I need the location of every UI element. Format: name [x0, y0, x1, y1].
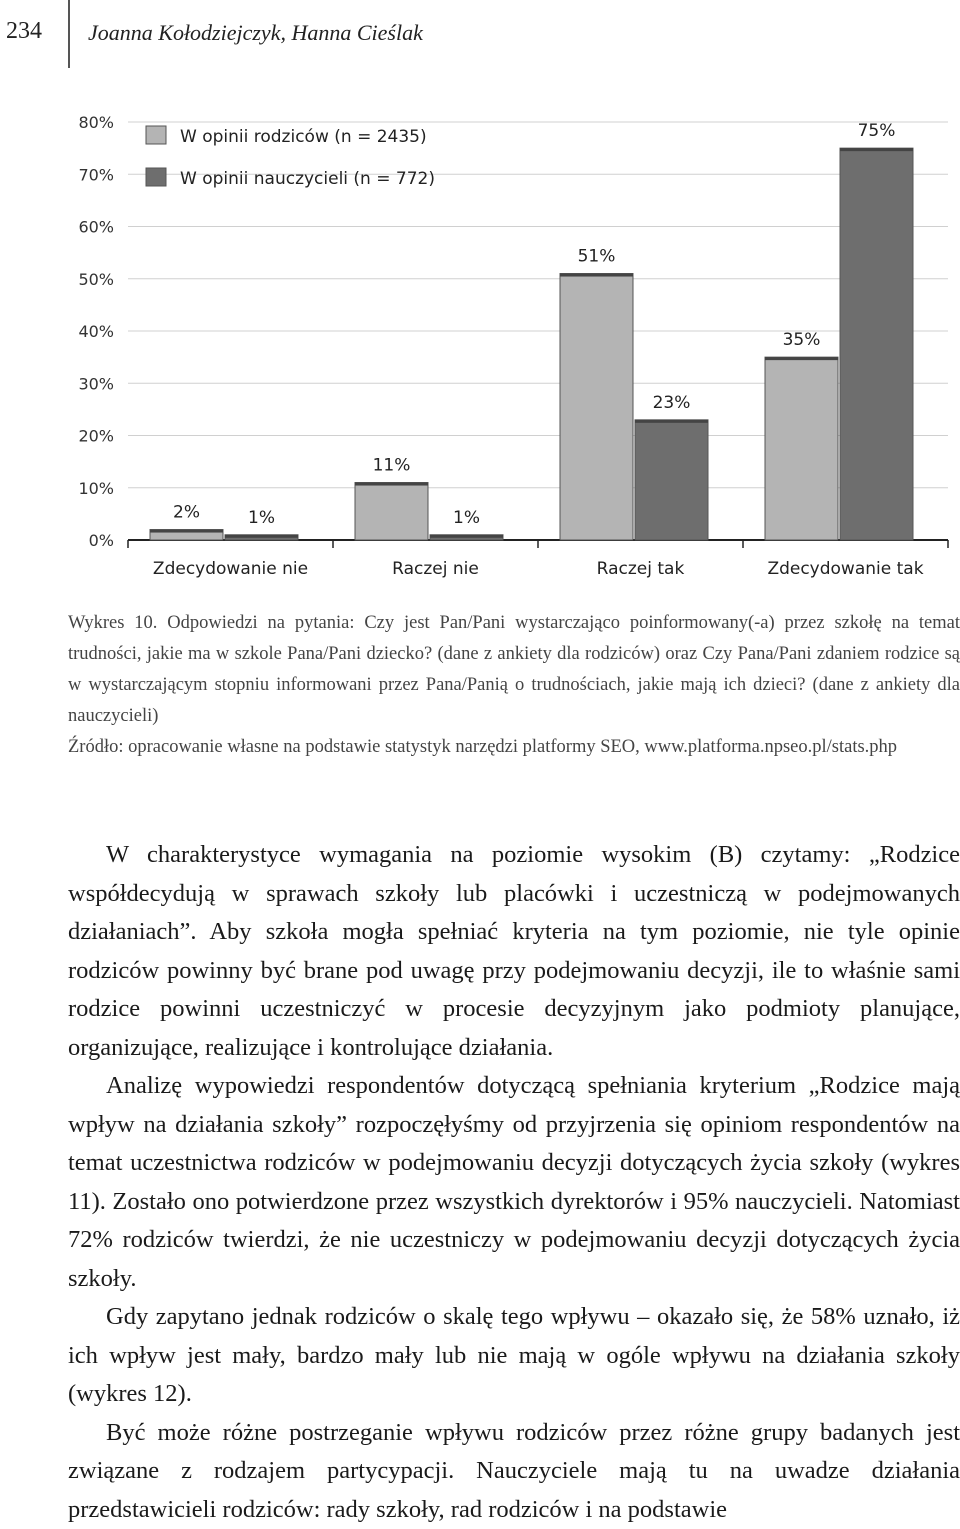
y-tick-label: 70% — [78, 165, 114, 184]
y-tick-label: 40% — [78, 322, 114, 341]
legend — [146, 126, 435, 189]
bar-top-edge — [635, 420, 708, 423]
x-tick-label: Raczej tak — [597, 559, 685, 579]
bar-top-edge — [225, 535, 298, 538]
y-tick-label: 20% — [78, 427, 114, 446]
paragraph-2: Analizę wypowiedzi respondentów dotyczącą spełniania kryterium „Rodzice mają wpływ na działania szkoły” rozpoczęłyśmy od przyjrzenia się opiniom respondentów na temat uczestnictwa rodziców w podejmowaniu decyzji dotyczących życia szkoły (wykres 11). Zostało ono potwierdzone przez wszystkich dyrektorów i 95% nauczycieli. Natomiast 72% rodziców twierdzi, że nie uczestniczy w podejmowaniu decyzji dotyczących życia szkoły. — [68, 1067, 960, 1298]
x-tick-label: Zdecydowanie tak — [767, 559, 923, 579]
body-text — [68, 836, 960, 1529]
y-tick-label: 60% — [78, 218, 114, 237]
data-label: 75% — [858, 121, 896, 141]
legend-label: W opinii rodziców (n = 2435) — [180, 127, 427, 147]
y-tick-label: 10% — [78, 479, 114, 498]
x-tick-label: Zdecydowanie nie — [153, 559, 308, 579]
bar-top-edge — [840, 148, 913, 151]
y-tick-label: 0% — [89, 531, 114, 550]
bar-top-edge — [560, 274, 633, 277]
legend-swatch — [146, 126, 166, 144]
caption-source: Źródło: opracowanie własne na podstawie statystyk narzędzi platformy SEO, www.platforma.npseo.pl/stats.php — [68, 732, 960, 763]
bar-top-edge — [355, 483, 428, 486]
data-label: 1% — [453, 508, 480, 528]
page-number: 234 — [6, 18, 42, 45]
bar — [560, 274, 633, 540]
legend-label: W opinii nauczycieli (n = 772) — [180, 169, 435, 189]
header-divider — [68, 0, 70, 68]
running-head: Joanna Kołodziejczyk, Hanna Cieślak — [88, 20, 423, 46]
data-label: 11% — [373, 456, 411, 476]
paragraph-4: Być może różne postrzeganie wpływu rodziców przez różne grupy badanych jest związane z rodzajem partycypacji. Nauczyciele mają tu na uwadze działania przedstawicieli rodziców: rady szkoły, rad rodziców i na podstawie — [68, 1414, 960, 1529]
caption-text: Wykres 10. Odpowiedzi na pytania: Czy jest Pan/Pani wystarczająco poinformowany(-a) przez szkołę na temat trudności, jakie ma w szkole Pana/Pani dziecko? (dane z ankiety dla rodziców) oraz Czy Pana/Pani zdaniem rodzice są w wystarczającym stopniu informowani przez Pana/Panią o trudnościach, jakie mają ich dzieci? (dane z ankiety dla nauczycieli) — [68, 608, 960, 732]
bar — [840, 148, 913, 540]
y-tick-label: 30% — [78, 374, 114, 393]
bar-top-edge — [150, 530, 223, 533]
bar-chart — [0, 100, 960, 590]
bar — [765, 357, 838, 540]
y-tick-label: 80% — [78, 113, 114, 132]
paragraph-3: Gdy zapytano jednak rodziców o skalę tego wpływu – okazało się, że 58% uznało, iż ich wpływ jest mały, bardzo mały lub nie mają w ogóle wpływu na działania szkoły (wykres 12). — [68, 1298, 960, 1414]
data-label: 2% — [173, 503, 200, 523]
data-label: 35% — [783, 330, 821, 350]
data-label: 1% — [248, 508, 275, 528]
page-header — [0, 0, 960, 70]
paragraph-1: W charakterystyce wymagania na poziomie wysokim (B) czytamy: „Rodzice współdecydują w sprawach szkoły lub placówki i uczestniczą w podejmowanych działaniach”. Aby szkoła mogła spełniać kryteria na tym poziomie, nie tyle opinie rodziców powinny być brane pod uwagę przy podejmowaniu decyzji, ile to właśnie sami rodzice powinni uczestniczyć w procesie decyzyjnym jako podmioty planujące, organizujące, realizujące i kontrolujące działania. — [68, 836, 960, 1067]
data-label: 23% — [653, 393, 691, 413]
data-label: 51% — [578, 247, 616, 267]
figure-caption — [68, 608, 960, 763]
bar-top-edge — [765, 357, 838, 360]
bar — [635, 420, 708, 540]
bar-top-edge — [430, 535, 503, 538]
legend-swatch — [146, 168, 166, 186]
x-tick-label: Raczej nie — [392, 559, 479, 579]
bar — [355, 483, 428, 540]
y-tick-label: 50% — [78, 270, 114, 289]
